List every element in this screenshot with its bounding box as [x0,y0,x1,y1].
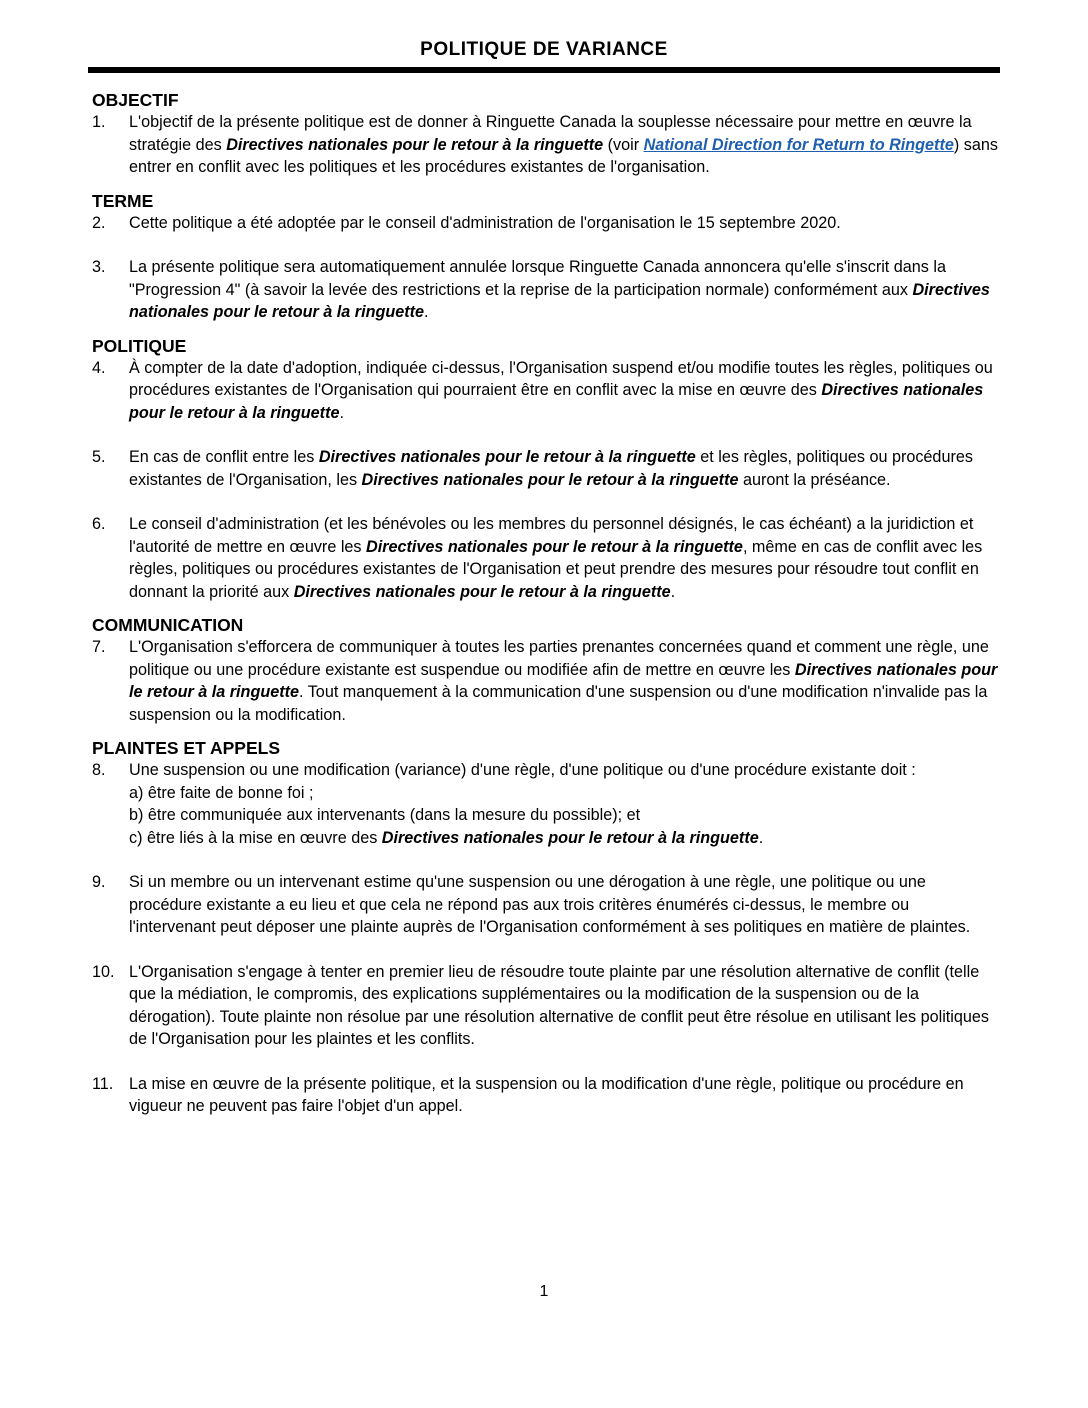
clause-6 [92,513,1000,603]
text-run: . [758,828,764,847]
title-underline-rule [88,67,1000,73]
clause-11 [92,1073,1000,1118]
directive-reference: Directives nationales pour le retour à la ringuette [381,828,759,847]
directive-reference: Directives nationales pour le retour à la ringuette [318,448,696,466]
clause-text: Cette politique a été adoptée par le conseil d'administration de l'organisation le 15 septembre 2020. [129,213,841,232]
text-run: L'objectif de la présente politique est de donner à Ringuette Canada la souplesse nécessaire pour mettre en œuvre la stratégie des [129,113,972,154]
text-run: . Tout manquement à la communication d'une suspension ou d'une modification n'invalide pas la suspension ou la modification. [129,683,988,724]
document-title: POLITIQUE DE VARIANCE [420,39,668,60]
clause-3 [92,256,1000,324]
page-number: 1 [539,1283,549,1300]
text-run: . [670,582,676,601]
text-run: . [339,403,344,422]
directive-reference: Directives nationales pour le retour à la ringuette [293,582,671,601]
text-run: , même en cas de conflit avec les règles, politiques ou procédures existantes de l'Organisation et peut prendre des mesures pour résoudre tout conflit en donnant la priorité aux [129,537,983,601]
clause-text [129,636,1000,726]
text-run: ) sans entrer en conflit avec les politiques et les procédures existantes de l'organisation. [129,135,998,176]
text-run: auront la préséance. [738,470,891,489]
clause-number: 10. [92,962,115,981]
clause-number: 5. [92,448,106,466]
section-heading-plaintes: PLAINTES ET APPELS [92,738,280,758]
clause-text [129,446,1000,491]
clause-8 [92,759,1000,849]
section-heading-politique: POLITIQUE [92,335,187,356]
text-run: . [424,303,429,321]
clause-number: 9. [92,873,106,891]
clause-text: Une suspension ou une modification (variance) d'une règle, d'une politique ou d'une procédure existante doit : [129,761,916,779]
clause-text [129,256,1000,324]
text-run: En cas de conflit entre les [129,448,319,466]
clause-text: La mise en œuvre de la présente politique, et la suspension ou la modification d'une règle, politique ou procédure en vigueur ne peuvent pas faire l'objet d'un appel. [129,1074,964,1115]
clause-7 [92,636,1000,726]
document-body [92,90,1000,1118]
section-heading-communication: COMMUNICATION [92,615,244,635]
text-run: et les règles, politiques ou procédures existantes de l'Organisation, les [129,448,973,489]
clause-9 [92,871,1000,939]
clause-4 [92,357,1000,425]
clause-number: 8. [92,761,106,779]
clause-1 [92,111,1000,179]
sub-item-c [129,827,1000,850]
directive-reference: Directives nationales pour le retour à la ringuette [361,470,739,489]
text-run: À compter de la date d'adoption, indiquée ci-dessus, l'Organisation suspend et/ou modifie toutes les règles, politiques ou procédures existantes de l'Organisation qui pourraient être en conflit avec la mise en œuvre des [129,358,993,399]
national-direction-link[interactable]: National Direction for Return to Ringette [643,135,954,154]
clause-text: L'Organisation s'engage à tenter en premier lieu de résoudre toute plainte par une résolution alternative de conflit (telle que la médiation, le compromis, des explications supplémentaires ou la modification de la suspension ou de la dérogation). Toute plainte non résolue par une résolution alternative de conflit peut être résolue en utilisant les politiques de l'Organisation pour les plaintes et les conflits. [129,962,989,1048]
clause-text [129,111,1000,179]
directive-reference: Directives nationales pour le retour à la ringuette [129,660,998,701]
clause-number: 2. [92,213,106,232]
clause-number: 11. [92,1074,114,1093]
directive-reference: Directives nationales pour le retour à la ringuette [129,280,990,321]
clause-number: 3. [92,258,106,276]
sub-item-b: b) être communiquée aux intervenants (dans la mesure du possible); et [129,806,641,824]
directive-reference: Directives nationales pour le retour à la ringuette [366,537,743,556]
text-run: La présente politique sera automatiquement annulée lorsque Ringuette Canada annoncera qu'elle s'inscrit dans la "Progression 4" (à savoir la levée des restrictions et la reprise de la participation normale) conformément aux [129,258,946,299]
clause-text [129,513,1000,603]
directive-reference: Directives nationales pour le retour à la ringuette [129,381,984,422]
clause-number: 7. [92,638,106,656]
sub-item-a: a) être faite de bonne foi ; [129,783,314,802]
section-heading-objectif: OBJECTIF [92,90,179,110]
text-run: Le conseil d'administration (et les bénévoles ou les membres du personnel désignés, le cas échéant) a la juridiction et l'autorité de mettre en œuvre les [129,515,974,556]
clause-number: 6. [92,515,106,533]
directive-reference: Directives nationales pour le retour à la ringuette [226,135,604,154]
clause-number: 4. [92,358,106,377]
section-heading-terme: TERME [92,190,154,211]
clause-text [129,357,1000,425]
clause-5 [92,446,1000,491]
text-run: L'Organisation s'efforcera de communiquer à toutes les parties prenantes concernées quand et comment une règle, une politique ou une procédure existante est suspendue ou modifiée afin de mettre en œuvre les [129,638,989,679]
clause-number: 1. [92,113,106,131]
clause-text: Si un membre ou un intervenant estime qu'une suspension ou une dérogation à une règle, une politique ou une procédure existante a eu lieu et que cela ne répond pas aux trois critères énumérés ci-dessus, le membre ou l'intervenant peut déposer une plainte auprès de l'Organisation conformément à ses politiques en matière de plaintes. [129,873,971,936]
text-run: c) être liés à la mise en œuvre des [129,828,382,847]
clause-2 [92,212,1000,235]
text-run: (voir [603,135,644,154]
clause-10 [92,961,1000,1051]
